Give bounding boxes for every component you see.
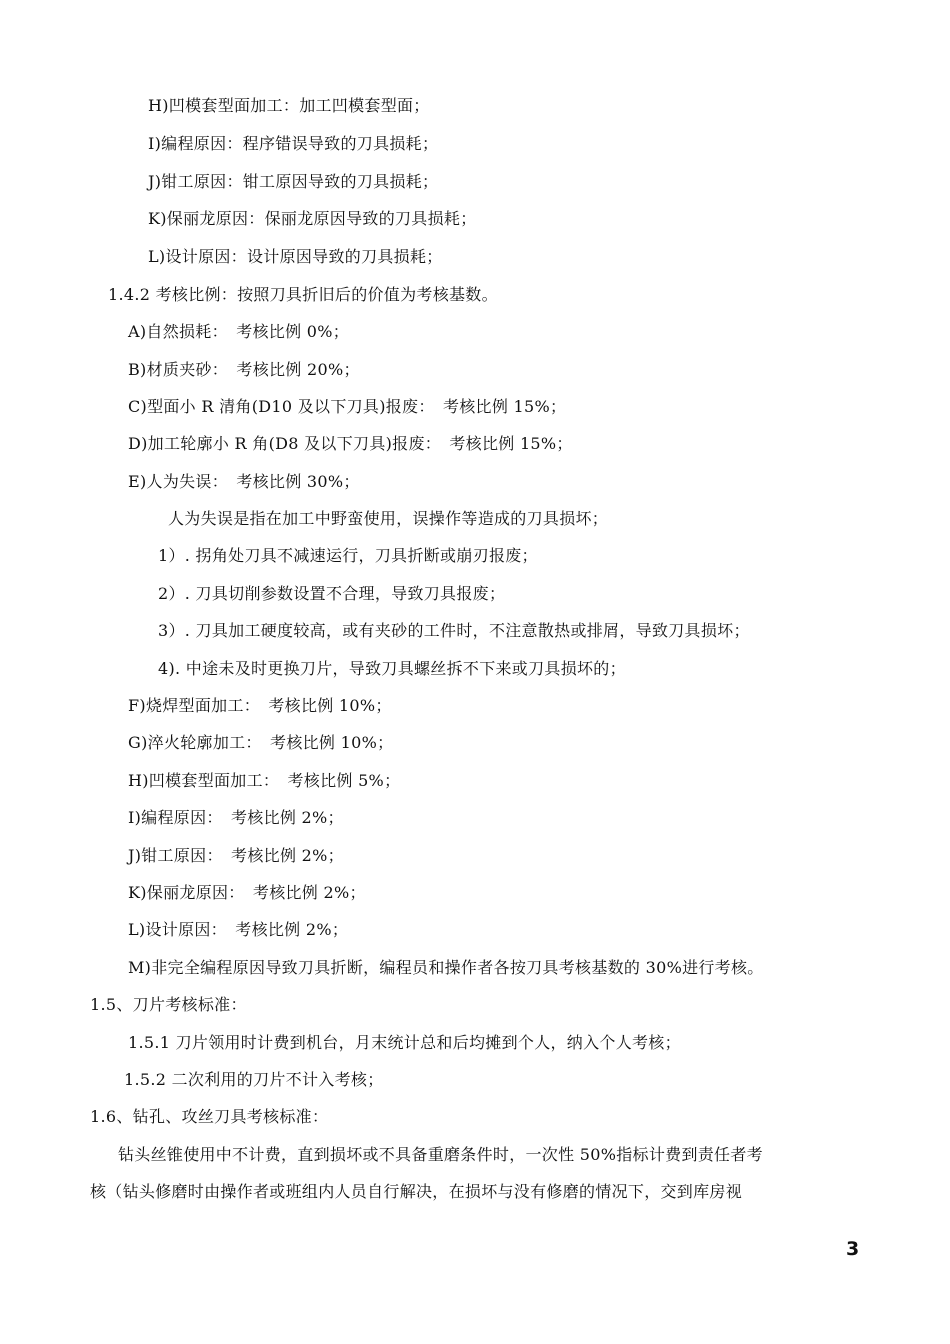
text-line: B)材质夹砂： 考核比例 20%；	[128, 360, 360, 379]
text-line: A)自然损耗： 考核比例 0%；	[128, 322, 350, 341]
text-line: 钻头丝锥使用中不计费，直到损坏或不具备重磨条件时，一次性 50%指标计费到责任者考	[118, 1145, 763, 1164]
text-line: H)凹模套型面加工：加工凹模套型面；	[148, 96, 430, 115]
text-line: I)编程原因： 考核比例 2%；	[128, 808, 344, 827]
text-line: M)非完全编程原因导致刀具折断，编程员和操作者各按刀具考核基数的 30%进行考核。	[128, 958, 764, 977]
text-line: G)淬火轮廓加工： 考核比例 10%；	[128, 733, 394, 752]
text-line: L)设计原因： 考核比例 2%；	[128, 920, 349, 939]
text-line: 2）. 刀具切削参数设置不合理，导致刀具报废；	[158, 584, 506, 603]
text-line: 4). 中途未及时更换刀片，导致刀具螺丝拆不下来或刀具损坏的；	[158, 659, 626, 678]
text-line: C)型面小 R 清角(D10 及以下刀具)报废： 考核比例 15%；	[128, 397, 567, 416]
text-line: L)设计原因：设计原因导致的刀具损耗；	[148, 247, 443, 266]
text-line: J)钳工原因： 考核比例 2%；	[128, 846, 344, 865]
text-line: J)钳工原因：钳工原因导致的刀具损耗；	[148, 172, 439, 191]
page-number: 3	[846, 1238, 860, 1260]
text-line: 1）. 拐角处刀具不减速运行，刀具折断或崩刃报废；	[158, 546, 538, 565]
text-line: F)烧焊型面加工： 考核比例 10%；	[128, 696, 392, 715]
section-heading: 1.4.2 考核比例：按照刀具折旧后的价值为考核基数。	[108, 285, 498, 304]
section-heading: 1.6、钻孔、攻丝刀具考核标准：	[90, 1107, 329, 1126]
text-line: 人为失误是指在加工中野蛮使用，误操作等造成的刀具损坏；	[168, 509, 609, 528]
text-line: K)保丽龙原因：保丽龙原因导致的刀具损耗；	[148, 209, 477, 228]
text-line: 1.5.2 二次利用的刀片不计入考核；	[124, 1070, 384, 1089]
text-line: H)凹模套型面加工： 考核比例 5%；	[128, 771, 401, 790]
text-line: D)加工轮廓小 R 角(D8 及以下刀具)报废： 考核比例 15%；	[128, 434, 573, 453]
text-line: I)编程原因：程序错误导致的刀具损耗；	[148, 134, 439, 153]
text-line: 核（钻头修磨时由操作者或班组内人员自行解决，在损坏与没有修磨的情况下，交到库房视	[90, 1182, 743, 1201]
text-line: K)保丽龙原因： 考核比例 2%；	[128, 883, 366, 902]
text-line: 1.5.1 刀片领用时计费到机台，月末统计总和后均摊到个人，纳入个人考核；	[128, 1033, 681, 1052]
section-heading: 1.5、刀片考核标准：	[90, 995, 247, 1014]
text-line: E)人为失误： 考核比例 30%；	[128, 472, 360, 491]
text-line: 3）. 刀具加工硬度较高，或有夹砂的工件时，不注意散热或排屑，导致刀具损坏；	[158, 621, 750, 640]
